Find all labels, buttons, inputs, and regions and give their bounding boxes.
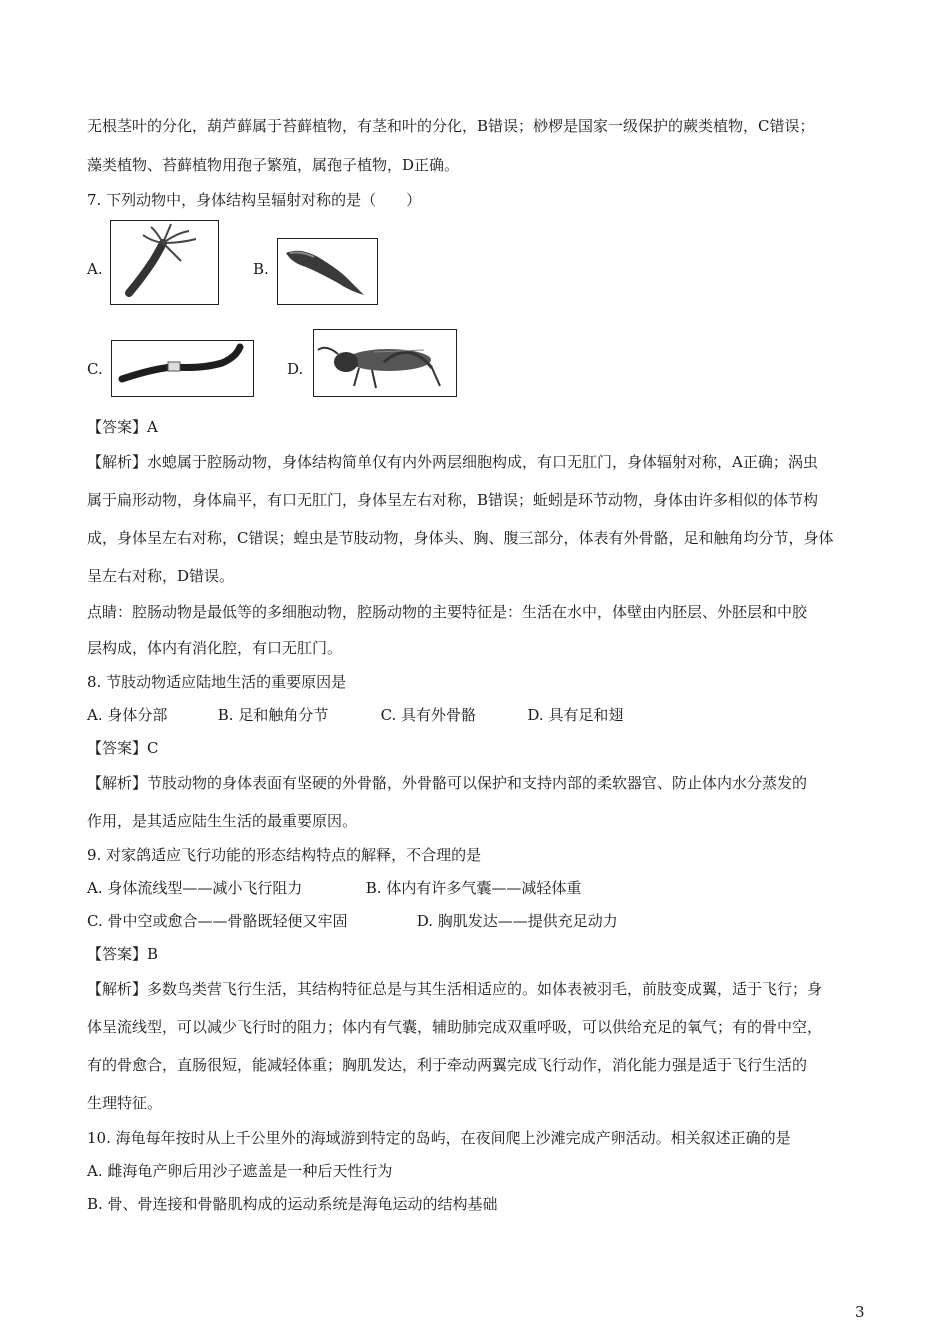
line-1: 藻类植物、苔藓植物用孢子繁殖，属孢子植物，D正确。 bbox=[87, 156, 460, 174]
answer-9: 【答案】B bbox=[87, 945, 159, 963]
q8-option-a: A. 身体分部 bbox=[87, 706, 168, 724]
analysis-7-line-2: 属于扁形动物，身体扁平，有口无肛门，身体呈左右对称，B错误；蚯蚓是环节动物，身体由许多相似的体节构 bbox=[87, 491, 819, 509]
analysis-9-line-2: 体呈流线型，可以减少飞行时的阻力；体内有气囊，辅助肺完成双重呼吸，可以供给充足的氧气；有的骨中空， bbox=[87, 1018, 823, 1036]
grasshopper-icon bbox=[314, 330, 456, 396]
q9-options-row-1 bbox=[87, 878, 581, 898]
analysis-8-line-1: 【解析】节肢动物的身体表面有坚硬的外骨骼，外骨骼可以保护和支持内部的柔软器官、防止体内水分蒸发的 bbox=[87, 774, 808, 792]
question-9: 9. 对家鸽适应飞行功能的形态结构特点的解释，不合理的是 bbox=[87, 846, 482, 864]
q9-option-b: B. 体内有许多气囊——减轻体重 bbox=[365, 879, 582, 897]
q8-option-b: B. 足和触角分节 bbox=[217, 706, 329, 724]
line-0: 无根茎叶的分化，葫芦藓属于苔藓植物，有茎和叶的分化，B错误；桫椤是国家一级保护的蕨类植物，C错误； bbox=[87, 117, 815, 135]
option-a-label: A. bbox=[87, 260, 103, 278]
question-8-options bbox=[87, 705, 623, 725]
option-a-image bbox=[110, 220, 219, 305]
analysis-7-line-1: 【解析】水螅属于腔肠动物，身体结构简单仅有内外两层细胞构成，有口无肛门，身体辐射对称，A正确；涡虫 bbox=[87, 453, 818, 471]
answer-8: 【答案】C bbox=[87, 739, 159, 757]
option-b-label: B. bbox=[253, 260, 269, 278]
tip-7-line-2: 层构成，体内有消化腔，有口无肛门。 bbox=[87, 639, 343, 657]
analysis-7-line-3: 成，身体呈左右对称，C错误；蝗虫是节肢动物，身体头、胸、腹三部分，体表有外骨骼，足和触角均分节，身体 bbox=[87, 529, 834, 547]
option-d-image bbox=[313, 329, 457, 397]
tip-7-line-1: 点睛：腔肠动物是最低等的多细胞动物，腔肠动物的主要特征是：生活在水中，体壁由内胚层、外胚层和中胶 bbox=[87, 603, 808, 621]
option-c-label: C. bbox=[87, 360, 103, 378]
q8-option-d: D. 具有足和翅 bbox=[527, 706, 624, 724]
q10-option-a: A. 雌海龟产卵后用沙子遮盖是一种后天性行为 bbox=[87, 1162, 393, 1180]
analysis-9-line-1: 【解析】多数鸟类营飞行生活，其结构特征总是与其生活相适应的。如体表被羽毛，前肢变成翼，适于飞行；身 bbox=[87, 980, 823, 998]
q8-option-c: C. 具有外骨骼 bbox=[380, 706, 477, 724]
page-number: 3 bbox=[855, 1303, 865, 1321]
planarian-icon bbox=[278, 239, 377, 304]
question-10: 10. 海龟每年按时从上千公里外的海域游到特定的岛屿，在夜间爬上沙滩完成产卵活动。相关叙述正确的是 bbox=[87, 1129, 791, 1147]
q9-option-a: A. 身体流线型——减小飞行阻力 bbox=[87, 879, 303, 897]
q9-option-c: C. 骨中空或愈合——骨骼既轻便又牢固 bbox=[87, 912, 348, 930]
option-c-image bbox=[111, 340, 254, 397]
analysis-7-line-4: 呈左右对称，D错误。 bbox=[87, 567, 235, 585]
analysis-8-line-2: 作用，是其适应陆生生活的最重要原因。 bbox=[87, 812, 358, 830]
analysis-9-line-4: 生理特征。 bbox=[87, 1094, 163, 1112]
earthworm-icon bbox=[112, 341, 253, 396]
option-d-label: D. bbox=[287, 360, 304, 378]
option-b-image bbox=[277, 238, 378, 305]
analysis-9-line-3: 有的骨愈合，直肠很短，能减轻体重；胸肌发达，利于牵动两翼完成飞行动作，消化能力强是适于飞行生活的 bbox=[87, 1056, 808, 1074]
q10-option-b: B. 骨、骨连接和骨骼肌构成的运动系统是海龟运动的结构基础 bbox=[87, 1195, 498, 1213]
answer-7: 【答案】A bbox=[87, 418, 158, 436]
q9-options-row-2 bbox=[87, 911, 618, 931]
question-8: 8. 节肢动物适应陆地生活的重要原因是 bbox=[87, 673, 347, 691]
q9-option-d: D. 胸肌发达——提供充足动力 bbox=[416, 912, 618, 930]
question-7: 7. 下列动物中，身体结构呈辐射对称的是（ ） bbox=[87, 191, 422, 209]
hydra-icon bbox=[111, 221, 218, 304]
